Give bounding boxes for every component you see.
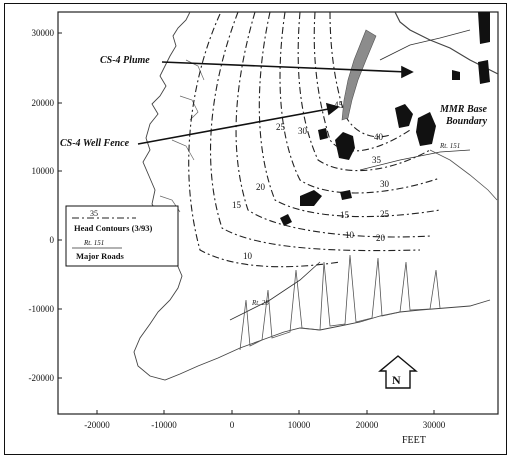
legend-road-sample-label: Rt. 151 <box>84 239 105 247</box>
x-tick-label: -10000 <box>151 420 177 430</box>
pond-6 <box>340 190 352 200</box>
legend-road-label: Major Roads <box>76 251 124 261</box>
x-tick-label: 0 <box>229 420 235 430</box>
mmr-boundary-label-line2: Boundary <box>446 116 488 127</box>
legend <box>66 206 178 266</box>
cs4-plume <box>342 30 376 120</box>
pond-9 <box>478 60 490 84</box>
plume-arrowhead <box>402 67 412 77</box>
contour-40 <box>314 12 410 151</box>
pond-5 <box>300 190 322 206</box>
pond-7 <box>280 214 292 226</box>
pond-1 <box>335 132 355 160</box>
contour-label: 35 <box>372 155 381 165</box>
y-tick-label: -20000 <box>28 373 54 383</box>
cs4-plume-label: CS-4 Plume <box>100 55 150 66</box>
north-arrow <box>380 356 416 388</box>
plume-arrow <box>162 62 408 72</box>
contour-label: 25 <box>276 122 285 132</box>
contour-label: 15 <box>232 200 241 210</box>
contour-label: 45 <box>334 100 343 110</box>
contour-label: 15 <box>340 210 349 220</box>
contour-30 <box>280 12 440 193</box>
y-tick-label: 0 <box>49 235 54 245</box>
x-tick-label: 30000 <box>422 420 446 430</box>
cs4-well-fence-label: CS-4 Well Fence <box>60 138 130 149</box>
annotation-arrows <box>138 62 412 144</box>
x-tick-label: 20000 <box>355 420 379 430</box>
mmr-boundary-label-line1: MMR Base <box>440 104 487 115</box>
road-north <box>380 30 470 60</box>
north-arrow-label: N <box>392 373 401 387</box>
contour-labels <box>232 100 390 261</box>
road-rt28 <box>230 262 320 320</box>
x-axis <box>84 410 446 446</box>
contour-label: 10 <box>345 230 354 240</box>
road-label-rt151: Rt. 151 <box>440 142 461 150</box>
y-tick-label: 20000 <box>31 98 54 108</box>
legend-contour-label: Head Contours (3/93) <box>74 223 153 233</box>
contour-label: 10 <box>243 251 252 261</box>
pond-8 <box>478 12 490 44</box>
x-tick-label: 10000 <box>287 420 311 430</box>
contour-10 <box>189 14 340 267</box>
y-tick-label: 30000 <box>31 28 54 38</box>
contour-label: 20 <box>376 233 385 243</box>
contour-label: 40 <box>374 132 383 142</box>
pond-4 <box>318 128 328 140</box>
contour-label: 30 <box>380 179 389 189</box>
y-axis <box>29 28 63 383</box>
y-tick-label: 10000 <box>31 166 54 176</box>
contour-label: 25 <box>380 209 389 219</box>
pond-2 <box>395 104 413 128</box>
head-contours <box>189 12 440 267</box>
x-tick-label: -20000 <box>84 420 110 430</box>
road-label-rt28: Rt. 28 <box>252 299 269 307</box>
pond-3 <box>416 112 436 146</box>
y-tick-label: -10000 <box>28 304 54 314</box>
pond-10 <box>452 70 460 80</box>
contour-label: 20 <box>256 182 265 192</box>
south-shore-inlets <box>240 255 440 350</box>
x-unit-label: FEET <box>402 435 426 446</box>
east-shore <box>430 150 497 200</box>
legend-contour-sample-value: 35 <box>90 209 98 218</box>
contour-label: 30 <box>298 126 307 136</box>
